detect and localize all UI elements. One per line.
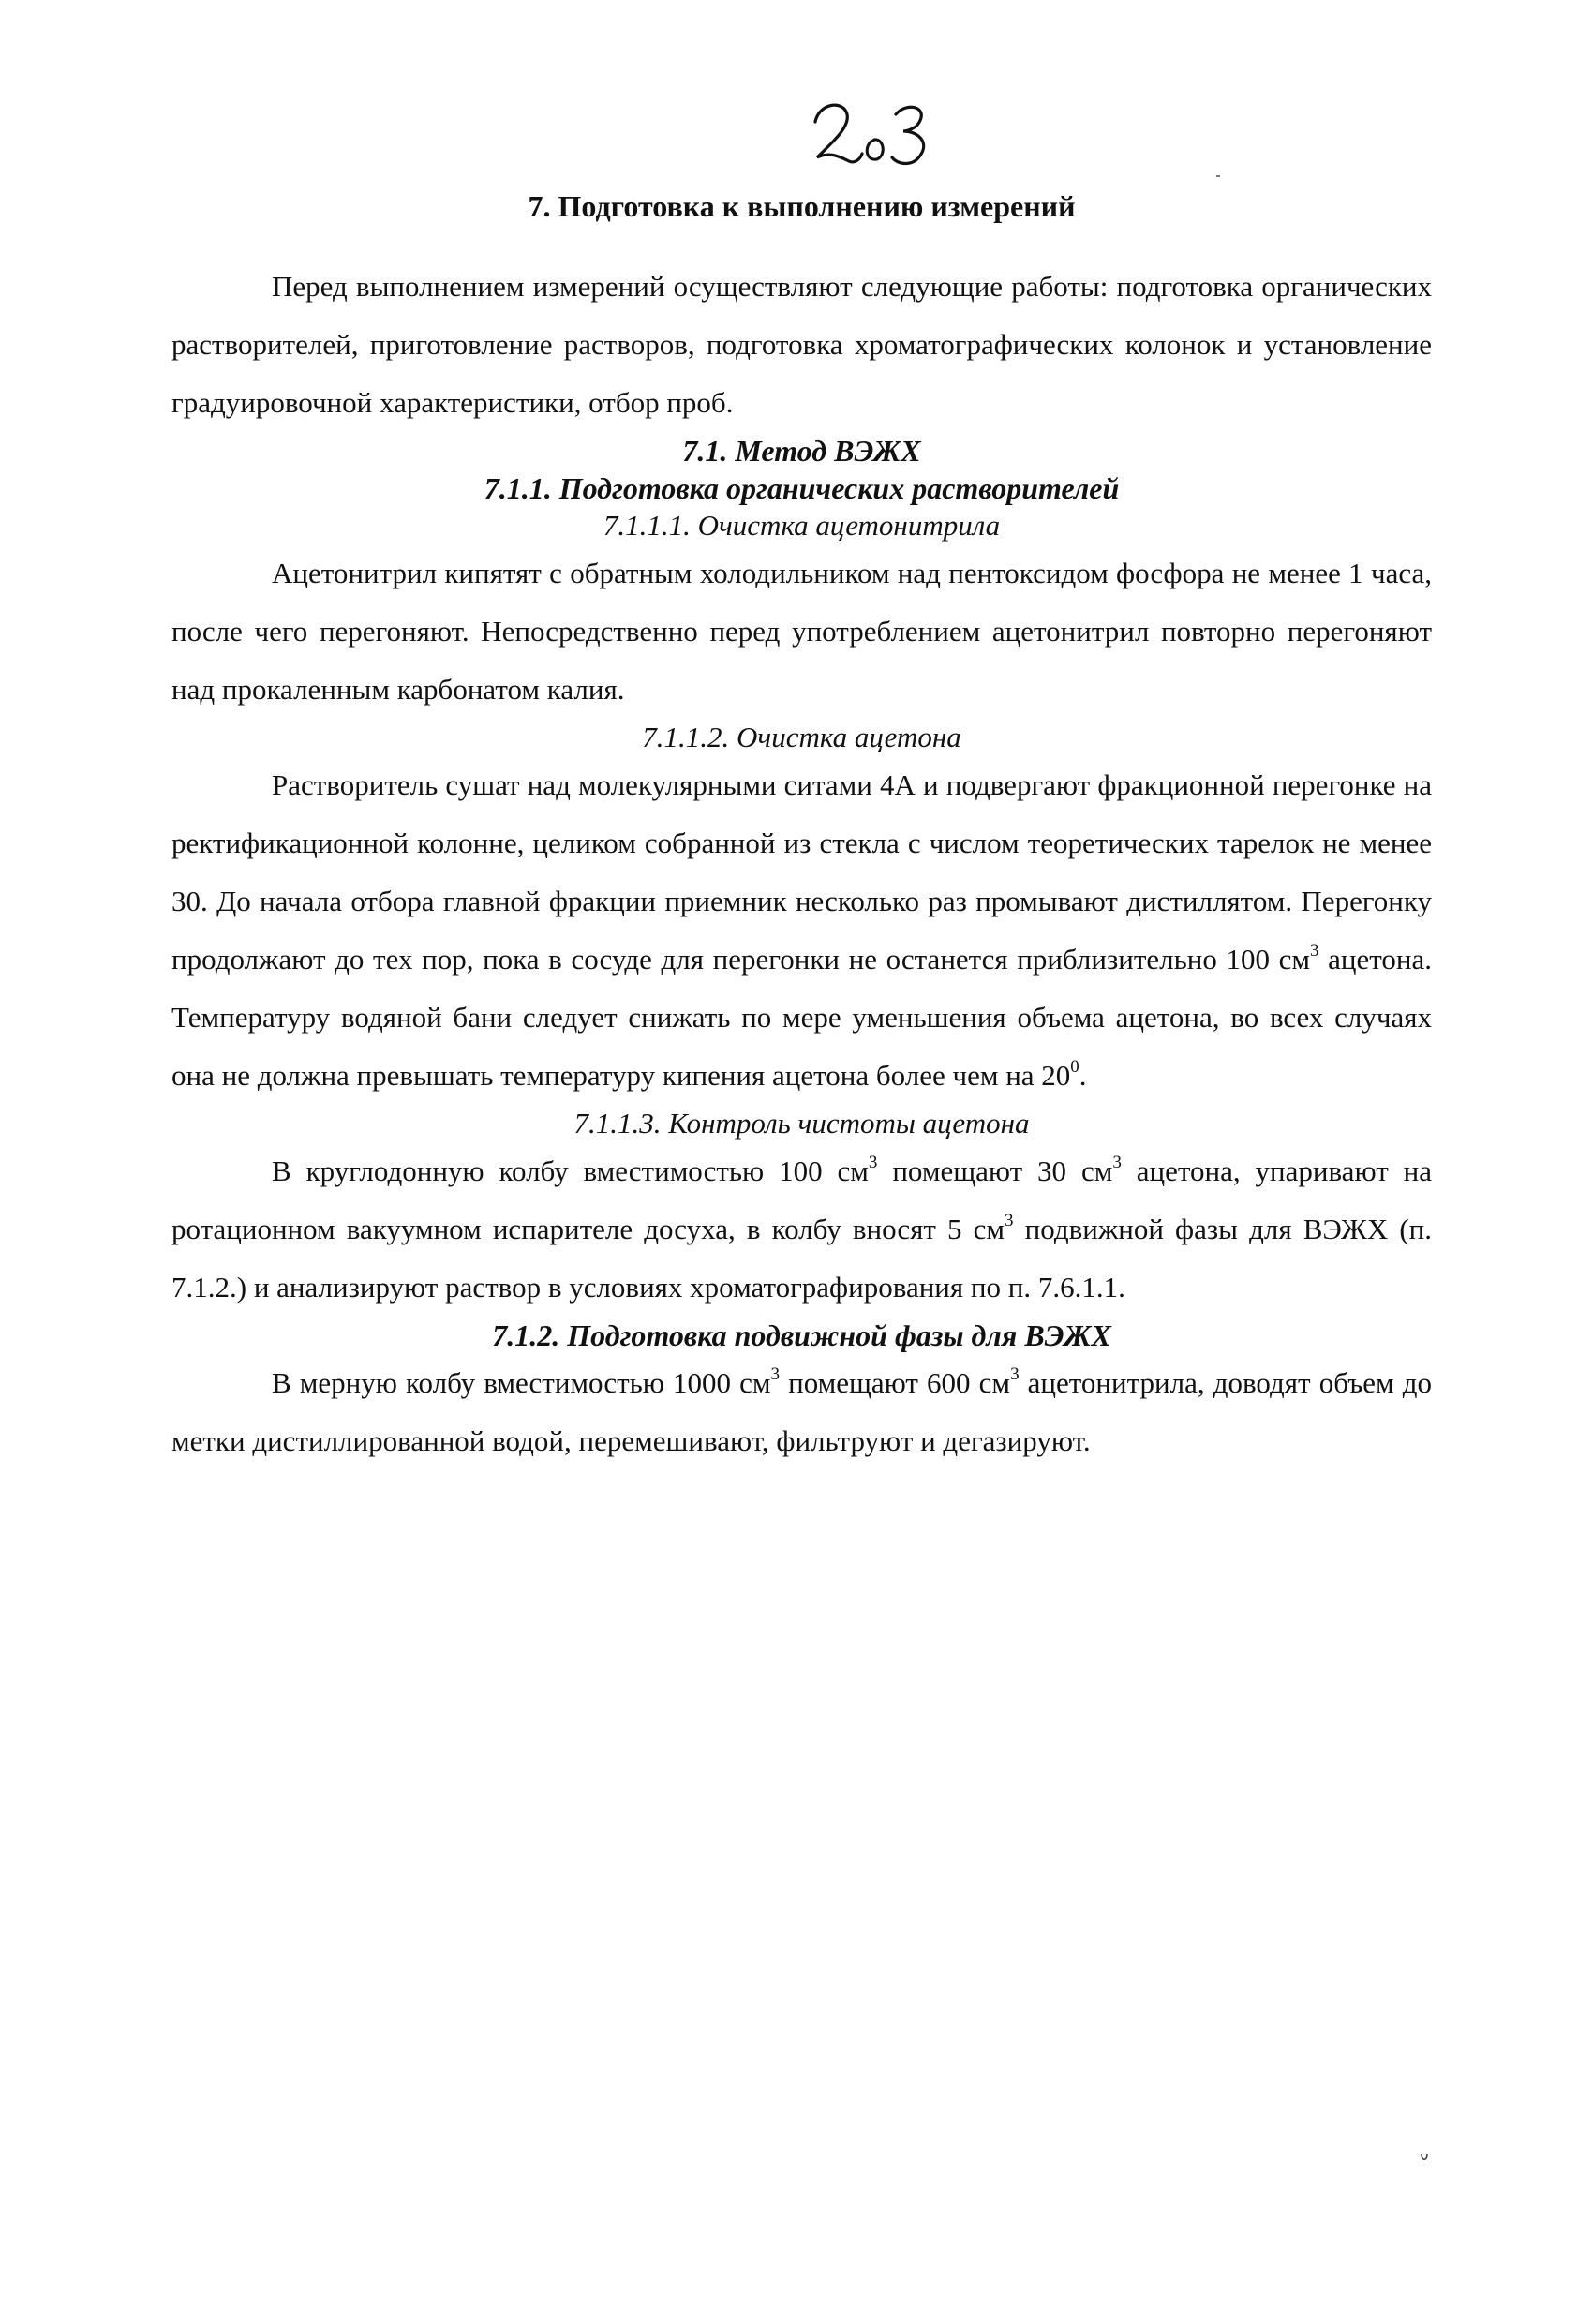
- text-segment: подвижной фазы для ВЭЖХ (п. 7.1.2.) и анализируют раствор в условиях хроматографирования по п. 7.6.1.1.: [171, 1213, 1432, 1304]
- text-segment: ацетонитрила, доводят объем до метки дистиллированной водой, перемешивают, фильтруют и дегазируют.: [171, 1366, 1432, 1457]
- text-segment: В круглодонную колбу вместимостью 100 см: [272, 1155, 869, 1187]
- superscript: 3: [1010, 1364, 1020, 1384]
- item-title-7-1-1-1: 7.1.1.1. Очистка ацетонитрила: [603, 509, 1001, 542]
- superscript: 0: [1070, 1057, 1079, 1077]
- corner-scan-mark: [1420, 2138, 1429, 2152]
- scan-speck: [1216, 175, 1220, 177]
- text-segment: ацетона. Температуру водяной бани следует снижать по мере уменьшения объема ацетона, во всех случаях она не должна превышать температуру кипения ацетона более чем на 20: [171, 943, 1432, 1092]
- paragraph-mobile-phase: [171, 1354, 1432, 1470]
- superscript: 3: [770, 1364, 781, 1384]
- text-segment: помещают 30 см: [877, 1155, 1113, 1187]
- item-title-7-1-1-3: 7.1.1.3. Контроль чистоты ацетона: [573, 1107, 1030, 1140]
- document-body: [171, 187, 1432, 1470]
- text-segment: Растворитель сушат над молекулярными ситами 4А и подвергают фракционной перегонке на ректификационной колонне, целиком собранной из стекла с числом теоретических тарелок не менее 30. До начала отбора главной фракции приемник несколько раз промывают дистиллятом. Перегонку продолжают до тех пор, пока в сосуде для перегонки не останется приблизительно 100 см: [171, 768, 1432, 976]
- section-heading: 7. Подготовка к выполнению измерений: [528, 189, 1076, 223]
- text-segment: В мерную колбу вместимостью 1000 см: [272, 1366, 771, 1399]
- text-segment: .: [1079, 1059, 1087, 1092]
- superscript: 3: [868, 1153, 878, 1172]
- corner-scan-mark-drawing: [1420, 2152, 1429, 2165]
- paragraph-acetone-purity: [171, 1142, 1432, 1317]
- paragraph-acetone-cleaning: [171, 756, 1432, 1105]
- superscript: 3: [1310, 941, 1319, 961]
- intro-paragraph: Перед выполнением измерений осуществляют следующие работы: подготовка органических растворителей, приготовление растворов, подготовка хроматографических колонок и установление градуировочной характеристики, отбор проб.: [171, 270, 1432, 419]
- subsection-title-7-1: 7.1. Метод ВЭЖХ: [682, 434, 921, 468]
- item-title-7-1-1-2: 7.1.1.2. Очистка ацетона: [642, 721, 961, 753]
- subsection-title-7-1-2: 7.1.2. Подготовка подвижной фазы для ВЭЖХ: [492, 1318, 1111, 1352]
- superscript: 3: [1005, 1211, 1014, 1230]
- handwritten-page-number: [806, 94, 937, 178]
- subsection-title-7-1-1: 7.1.1. Подготовка органических растворителей: [484, 471, 1120, 505]
- superscript: 3: [1112, 1153, 1122, 1172]
- text-segment: помещают 600 см: [780, 1366, 1011, 1399]
- text-segment: ацетона, упаривают на ротационном вакуумном испарителе досуха, в колбу вносят 5 см: [171, 1155, 1433, 1245]
- handwritten-page-number-drawing: [806, 94, 937, 178]
- paragraph-acetonitrile-cleaning: Ацетонитрил кипятят с обратным холодильником над пентоксидом фосфора не менее 1 часа, после чего перегоняют. Непосредственно перед употреблением ацетонитрил повторно перегоняют над прокаленным карбонатом калия.: [171, 557, 1432, 706]
